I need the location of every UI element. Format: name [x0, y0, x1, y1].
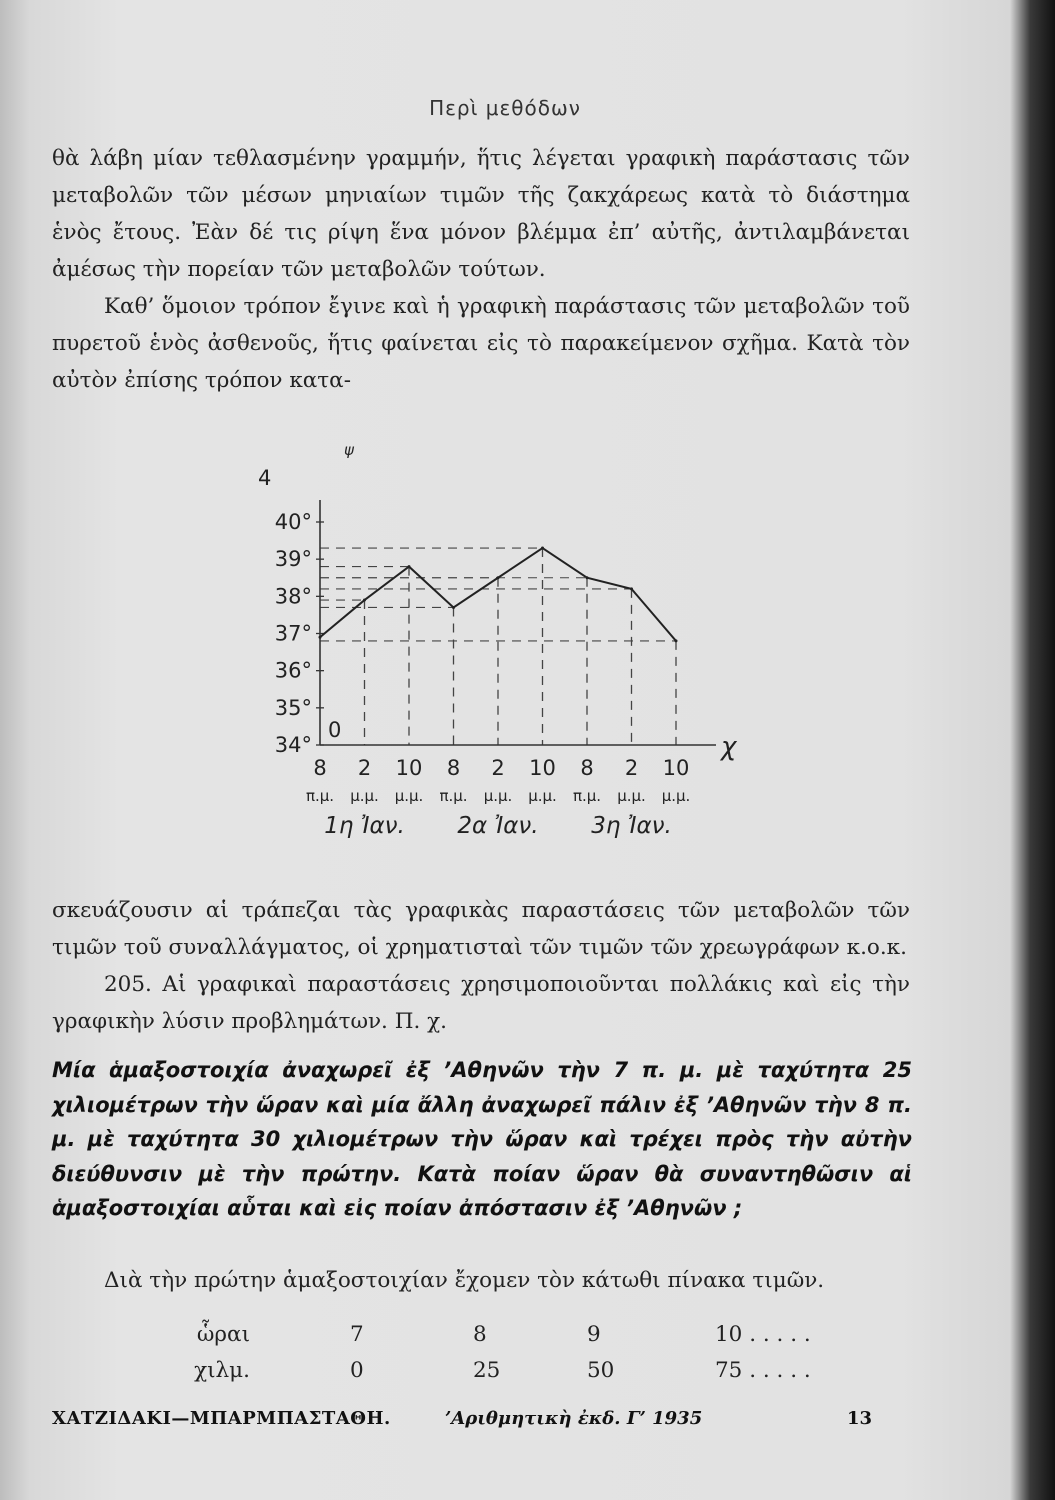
y-tick-label: 35°	[274, 695, 312, 720]
table-row	[150, 1358, 910, 1394]
fever-chart	[240, 440, 760, 860]
x-tick-label: 10	[662, 756, 690, 780]
data-point	[363, 599, 366, 602]
page-number: 13	[847, 1408, 873, 1429]
problem-statement	[52, 1053, 912, 1226]
paragraph-continuation	[52, 140, 910, 399]
paragraph-3: σκευάζουσιν αἱ τράπεζαι τὰς γραφικὰς παραστάσεις τῶν μεταβολῶν τῶν τιμῶν τοῦ συναλλάγματος, οἱ χρηματισταὶ τῶν τιμῶν τῶν χρεωγράφων κ.ο.κ.	[52, 898, 910, 960]
values-table	[150, 1322, 910, 1394]
problem-text: Μία ἁμαξοστοιχία ἀναχωρεῖ ἐξ ’Αθηνῶν τὴν 7 π. μ. μὲ ταχύτητα 25 χιλιομέτρων τὴν ὥραν καὶ μία ἄλλη ἀναχωρεῖ πάλιν ἐξ ’Αθηνῶν τὴν 8 π. μ. μὲ ταχύτητα 30 χιλιομέτρων τὴν ὥραν καὶ τρέχει πρὸς τὴν αὐτὴν διεύθυνσιν μὲ τὴν πρώτην. Κατὰ ποίαν ὥραν θὰ συναντηθῶσιν αἱ ἁμαξοστοιχίαι αὗται καὶ εἰς ποίαν ἀπόστασιν ἐξ ’Αθηνῶν ;	[52, 1058, 912, 1220]
data-point	[541, 547, 544, 550]
x-period-label: μ.μ.	[528, 787, 557, 805]
paragraph-block-2	[52, 892, 910, 1040]
day-label: 2α Ἰαν.	[457, 813, 539, 839]
running-header: Περὶ μεθόδων	[429, 96, 581, 120]
data-point	[675, 639, 678, 642]
table-cell: 8	[473, 1322, 487, 1347]
y-tick-label: 39°	[274, 547, 312, 572]
y-axis-label: ψ	[344, 441, 354, 459]
table-cell: 25	[473, 1358, 501, 1383]
x-period-label: μ.μ.	[350, 787, 379, 805]
fever-chart-figure	[240, 440, 760, 860]
x-period-label: π.μ.	[572, 787, 602, 805]
paragraph-block-3	[52, 1262, 910, 1299]
x-tick-label: 8	[313, 756, 327, 780]
y-tick-label: 38°	[274, 584, 312, 609]
x-axis-label: χ	[721, 732, 737, 762]
chart-axes	[316, 500, 716, 745]
table-cell: 50	[587, 1358, 615, 1383]
row-label: χιλμ.	[194, 1358, 250, 1383]
table-cell: 9	[587, 1322, 601, 1347]
paragraph-2: Καθ’ ὅμοιον τρόπον ἔγινε καὶ ἡ γραφικὴ παράστασις τῶν μεταβολῶν τοῦ πυρετοῦ ἑνὸς ἀσθενοῦς, ἥτις φαίνεται εἰς τὸ παρακείμενον σχῆμα. Κατὰ τὸν αὐτὸν ἐπίσης τρόπον κατα-	[52, 294, 910, 393]
table-row	[150, 1322, 910, 1358]
data-point	[630, 587, 633, 590]
x-tick-label: 2	[624, 756, 639, 780]
data-point	[319, 636, 322, 639]
x-tick-label: 2	[491, 756, 505, 780]
day-label: 1η Ἰαν.	[324, 813, 405, 839]
x-period-label: μ.μ.	[661, 787, 691, 805]
y-tick-label: 40°	[274, 510, 312, 534]
x-period-label: μ.μ.	[394, 787, 424, 805]
x-period-label: μ.μ.	[483, 787, 513, 805]
x-tick-label: 8	[580, 756, 594, 780]
data-point	[452, 606, 455, 609]
x-period-label: π.μ.	[305, 787, 335, 805]
table-cell: 7	[350, 1322, 364, 1347]
chart-labels	[258, 441, 738, 839]
x-tick-label: 8	[446, 756, 461, 780]
y-axis-top-label: 4	[258, 466, 272, 490]
paragraph-1: θὰ λάβη μίαν τεθλασμένην γραμμήν, ἥτις λέγεται γραφικὴ παράστασις τῶν μεταβολῶν τῶν μέσων μηνιαίων τιμῶν τῆς ζακχάρεως κατὰ τὸ διάστημα ἑνὸς ἔτους. Ἐὰν δέ τις ρίψη ἕνα μόνον βλέμμα ἐπ’ αὐτῆς, ἀντιλαμβάνεται ἀμέσως τὴν πορείαν τῶν μεταβολῶν τούτων.	[52, 146, 910, 282]
data-point	[586, 576, 589, 579]
x-period-label: π.μ.	[439, 787, 468, 805]
x-period-label: μ.μ.	[617, 787, 646, 805]
table-cell: 10 . . . . .	[715, 1322, 811, 1347]
day-label: 3η Ἰαν.	[591, 813, 672, 839]
paragraph-5: Διὰ τὴν πρώτην ἁμαξοστοιχίαν ἔχομεν τὸν κάτωθι πίνακα τιμῶν.	[104, 1268, 825, 1293]
footer-book-title: ’Αριθμητικὴ ἐκδ. Γ’ 1935	[445, 1408, 703, 1429]
origin-label: 0	[328, 718, 342, 742]
data-point	[408, 565, 411, 568]
y-tick-label: 34°	[274, 733, 312, 757]
y-tick-label: 36°	[274, 658, 312, 683]
page-footer	[52, 1408, 912, 1438]
data-point	[497, 576, 500, 579]
table-cell: 0	[350, 1358, 364, 1383]
y-tick-label: 37°	[274, 621, 312, 646]
row-label: ὧραι	[196, 1322, 250, 1347]
x-tick-label: 10	[395, 756, 423, 780]
table-cell: 75 . . . . .	[715, 1358, 811, 1383]
footer-authors: ΧΑΤΖΙΔΑΚΙ—ΜΠΑΡΜΠΑΣΤΑΘΗ.	[52, 1408, 391, 1429]
x-tick-label: 10	[529, 756, 556, 780]
x-tick-label: 2	[357, 756, 372, 780]
paragraph-4: 205. Αἱ γραφικαὶ παραστάσεις χρησιμοποιοῦνται πολλάκις καὶ εἰς τὴν γραφικὴν λύσιν προβλημάτων. Π. χ.	[52, 972, 910, 1034]
